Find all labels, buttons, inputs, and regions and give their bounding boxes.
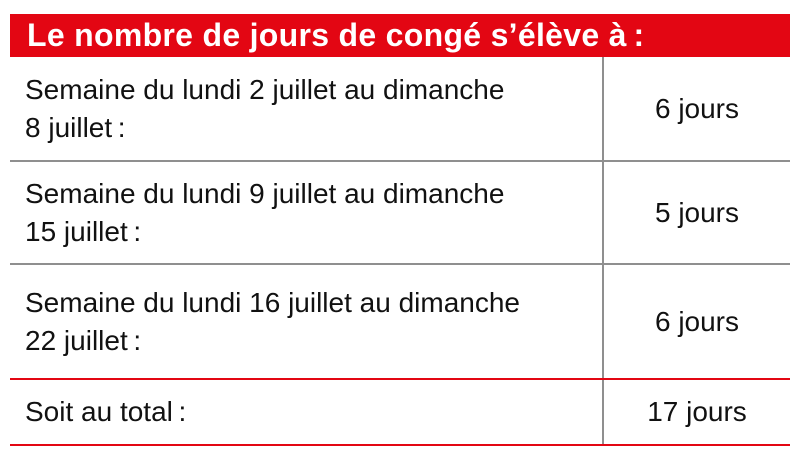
row-label (10, 162, 602, 263)
row-label-line1: Semaine du lundi 9 juillet au dimanche (25, 177, 505, 209)
row-label (10, 57, 602, 160)
table-header-bar (10, 14, 790, 57)
row-label-line2: 15 juillet : (25, 215, 142, 247)
row-label-line2: 22 juillet : (25, 324, 142, 356)
vacation-days-table (10, 14, 790, 446)
row-value: 6 jours (602, 265, 790, 378)
table-row (10, 162, 790, 265)
total-value: 17 jours (602, 380, 790, 444)
row-label (10, 265, 602, 378)
total-label-cell (10, 380, 602, 444)
row-label-line1: Semaine du lundi 16 juillet au dimanche (25, 286, 520, 318)
row-label-line1: Semaine du lundi 2 juillet au dimanche (25, 73, 505, 105)
table-row (10, 57, 790, 162)
row-label-line2: 8 juillet : (25, 111, 126, 143)
row-value: 5 jours (602, 162, 790, 263)
total-row (10, 380, 790, 446)
table-title: Le nombre de jours de congé s’élève à : (27, 17, 645, 53)
total-label: Soit au total : (25, 396, 187, 427)
table-row (10, 265, 790, 380)
row-value: 6 jours (602, 57, 790, 160)
